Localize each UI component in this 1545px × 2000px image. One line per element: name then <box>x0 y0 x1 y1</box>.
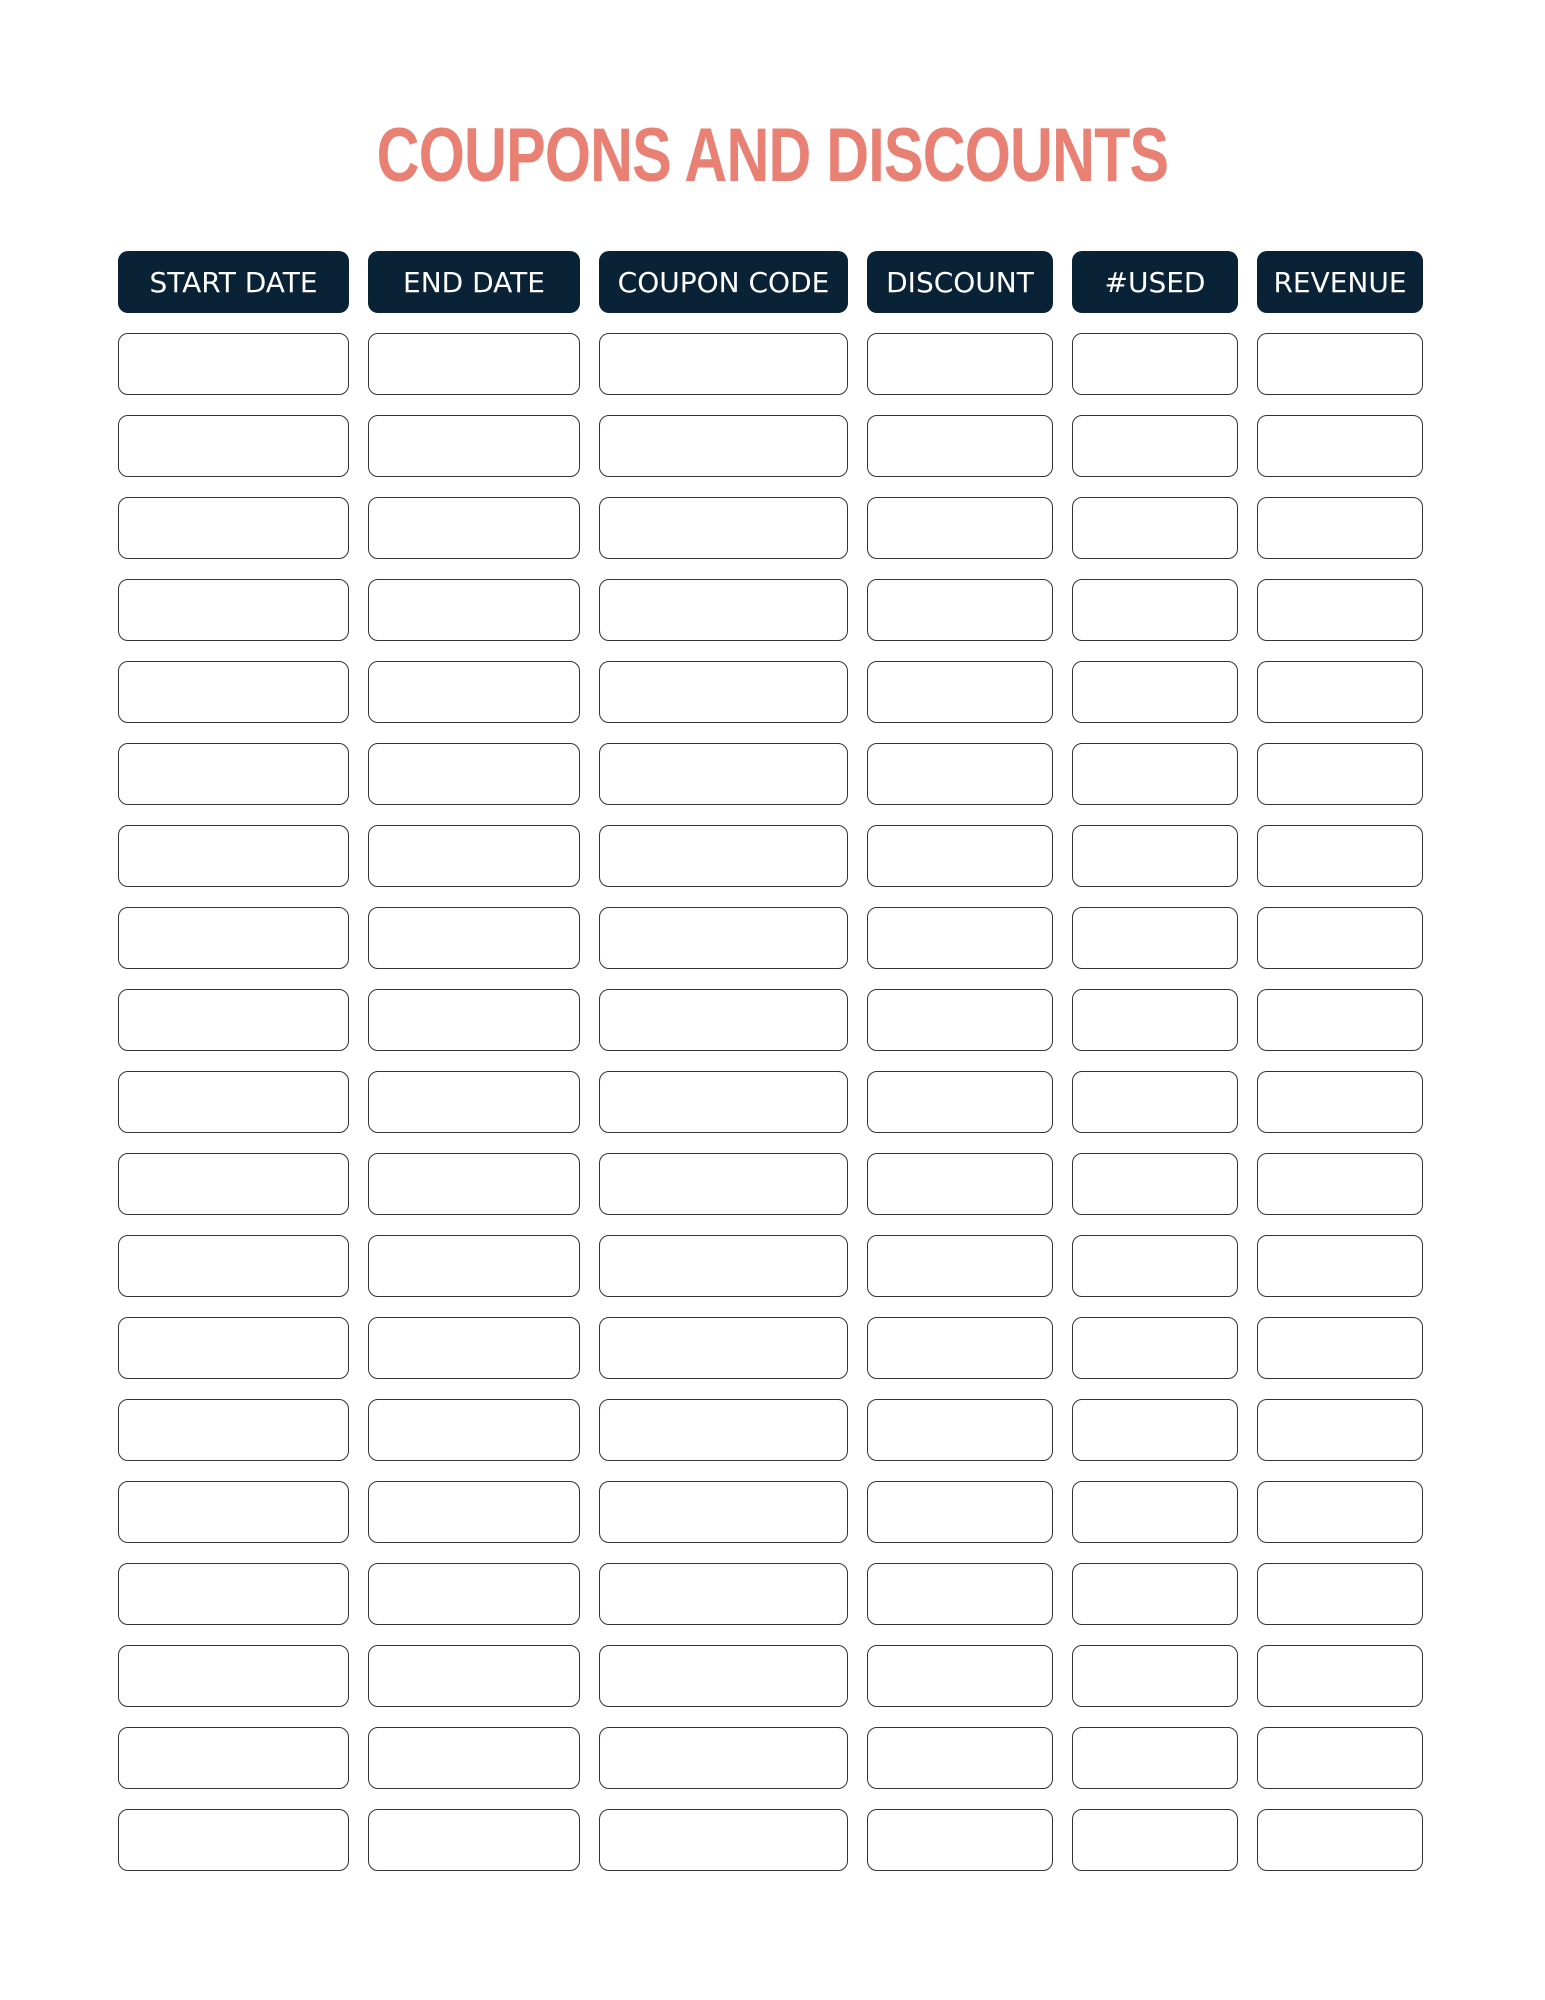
table-cell-used[interactable] <box>1072 1563 1238 1625</box>
table-cell-coupon-code[interactable] <box>599 1235 848 1297</box>
table-cell-used[interactable] <box>1072 825 1238 887</box>
table-cell-used[interactable] <box>1072 579 1238 641</box>
table-cell-discount[interactable] <box>867 1153 1053 1215</box>
table-cell-discount[interactable] <box>867 1481 1053 1543</box>
table-cell-discount[interactable] <box>867 1317 1053 1379</box>
table-cell-used[interactable] <box>1072 1399 1238 1461</box>
table-cell-start-date[interactable] <box>118 1809 349 1871</box>
table-cell-end-date[interactable] <box>368 1399 580 1461</box>
table-cell-end-date[interactable] <box>368 743 580 805</box>
table-cell-used[interactable] <box>1072 1071 1238 1133</box>
table-cell-revenue[interactable] <box>1257 1235 1423 1297</box>
page-title: COUPONS AND DISCOUNTS <box>376 113 1169 198</box>
table-cell-revenue[interactable] <box>1257 497 1423 559</box>
table-cell-coupon-code[interactable] <box>599 1481 848 1543</box>
table-cell-used[interactable] <box>1072 1153 1238 1215</box>
table-cell-end-date[interactable] <box>368 333 580 395</box>
table-cell-discount[interactable] <box>867 333 1053 395</box>
table-cell-used[interactable] <box>1072 497 1238 559</box>
table-cell-start-date[interactable] <box>118 1153 349 1215</box>
table-cell-used[interactable] <box>1072 1809 1238 1871</box>
table-cell-start-date[interactable] <box>118 579 349 641</box>
table-cell-revenue[interactable] <box>1257 907 1423 969</box>
table-cell-revenue[interactable] <box>1257 825 1423 887</box>
table-cell-end-date[interactable] <box>368 579 580 641</box>
table-cell-discount[interactable] <box>867 1071 1053 1133</box>
table-cell-used[interactable] <box>1072 743 1238 805</box>
table-cell-coupon-code[interactable] <box>599 1645 848 1707</box>
coupon-table <box>118 251 1423 1871</box>
table-cell-revenue[interactable] <box>1257 989 1423 1051</box>
table-cell-start-date[interactable] <box>118 989 349 1051</box>
table-cell-start-date[interactable] <box>118 1563 349 1625</box>
table-cell-start-date[interactable] <box>118 1481 349 1543</box>
column-header-discount: DISCOUNT <box>867 251 1053 313</box>
table-cell-used[interactable] <box>1072 333 1238 395</box>
table-cell-start-date[interactable] <box>118 1645 349 1707</box>
table-cell-discount[interactable] <box>867 989 1053 1051</box>
table-cell-revenue[interactable] <box>1257 743 1423 805</box>
table-cell-discount[interactable] <box>867 825 1053 887</box>
table-cell-end-date[interactable] <box>368 1317 580 1379</box>
table-cell-revenue[interactable] <box>1257 415 1423 477</box>
table-cell-start-date[interactable] <box>118 333 349 395</box>
column-header-coupon-code: COUPON CODE <box>599 251 848 313</box>
table-cell-revenue[interactable] <box>1257 1727 1423 1789</box>
table-cell-revenue[interactable] <box>1257 1645 1423 1707</box>
table-cell-start-date[interactable] <box>118 907 349 969</box>
table-cell-coupon-code[interactable] <box>599 1153 848 1215</box>
table-cell-revenue[interactable] <box>1257 1809 1423 1871</box>
table-cell-used[interactable] <box>1072 907 1238 969</box>
table-cell-end-date[interactable] <box>368 1563 580 1625</box>
table-cell-revenue[interactable] <box>1257 1153 1423 1215</box>
table-cell-used[interactable] <box>1072 1727 1238 1789</box>
table-cell-end-date[interactable] <box>368 1727 580 1789</box>
table-cell-discount[interactable] <box>867 907 1053 969</box>
table-cell-start-date[interactable] <box>118 1727 349 1789</box>
table-cell-end-date[interactable] <box>368 907 580 969</box>
table-cell-used[interactable] <box>1072 1481 1238 1543</box>
table-cell-revenue[interactable] <box>1257 1071 1423 1133</box>
table-cell-end-date[interactable] <box>368 415 580 477</box>
table-cell-revenue[interactable] <box>1257 333 1423 395</box>
table-cell-start-date[interactable] <box>118 1071 349 1133</box>
column-header-used: #USED <box>1072 251 1238 313</box>
table-cell-used[interactable] <box>1072 415 1238 477</box>
table-cell-discount[interactable] <box>867 1645 1053 1707</box>
column-header-start-date: START DATE <box>118 251 349 313</box>
table-cell-coupon-code[interactable] <box>599 661 848 723</box>
table-cell-coupon-code[interactable] <box>599 333 848 395</box>
table-cell-start-date[interactable] <box>118 1235 349 1297</box>
table-cell-end-date[interactable] <box>368 989 580 1051</box>
table-cell-end-date[interactable] <box>368 1645 580 1707</box>
table-cell-start-date[interactable] <box>118 1317 349 1379</box>
table-cell-revenue[interactable] <box>1257 579 1423 641</box>
table-cell-discount[interactable] <box>867 743 1053 805</box>
table-cell-end-date[interactable] <box>368 1235 580 1297</box>
table-cell-revenue[interactable] <box>1257 1563 1423 1625</box>
table-cell-used[interactable] <box>1072 661 1238 723</box>
table-cell-discount[interactable] <box>867 1399 1053 1461</box>
table-cell-coupon-code[interactable] <box>599 989 848 1051</box>
table-cell-coupon-code[interactable] <box>599 415 848 477</box>
table-cell-start-date[interactable] <box>118 743 349 805</box>
column-header-revenue: REVENUE <box>1257 251 1423 313</box>
table-cell-coupon-code[interactable] <box>599 497 848 559</box>
table-cell-discount[interactable] <box>867 579 1053 641</box>
table-cell-used[interactable] <box>1072 989 1238 1051</box>
table-cell-revenue[interactable] <box>1257 1399 1423 1461</box>
table-cell-discount[interactable] <box>867 1235 1053 1297</box>
table-cell-end-date[interactable] <box>368 1153 580 1215</box>
table-cell-coupon-code[interactable] <box>599 1727 848 1789</box>
table-cell-revenue[interactable] <box>1257 1317 1423 1379</box>
table-cell-start-date[interactable] <box>118 1399 349 1461</box>
table-cell-discount[interactable] <box>867 497 1053 559</box>
table-cell-start-date[interactable] <box>118 825 349 887</box>
table-cell-start-date[interactable] <box>118 415 349 477</box>
table-cell-end-date[interactable] <box>368 1071 580 1133</box>
table-cell-end-date[interactable] <box>368 497 580 559</box>
table-cell-start-date[interactable] <box>118 497 349 559</box>
table-cell-discount[interactable] <box>867 1809 1053 1871</box>
table-cell-coupon-code[interactable] <box>599 825 848 887</box>
table-cell-revenue[interactable] <box>1257 1481 1423 1543</box>
table-cell-discount[interactable] <box>867 415 1053 477</box>
table-cell-coupon-code[interactable] <box>599 579 848 641</box>
table-cell-discount[interactable] <box>867 661 1053 723</box>
table-cell-coupon-code[interactable] <box>599 1071 848 1133</box>
table-cell-end-date[interactable] <box>368 1809 580 1871</box>
table-cell-discount[interactable] <box>867 1563 1053 1625</box>
table-cell-coupon-code[interactable] <box>599 1563 848 1625</box>
table-cell-used[interactable] <box>1072 1317 1238 1379</box>
table-cell-coupon-code[interactable] <box>599 743 848 805</box>
table-cell-coupon-code[interactable] <box>599 1809 848 1871</box>
table-cell-coupon-code[interactable] <box>599 1317 848 1379</box>
table-cell-end-date[interactable] <box>368 825 580 887</box>
table-cell-discount[interactable] <box>867 1727 1053 1789</box>
table-cell-end-date[interactable] <box>368 661 580 723</box>
table-cell-revenue[interactable] <box>1257 661 1423 723</box>
table-cell-coupon-code[interactable] <box>599 907 848 969</box>
table-cell-used[interactable] <box>1072 1235 1238 1297</box>
table-cell-coupon-code[interactable] <box>599 1399 848 1461</box>
table-cell-end-date[interactable] <box>368 1481 580 1543</box>
table-cell-start-date[interactable] <box>118 661 349 723</box>
table-cell-used[interactable] <box>1072 1645 1238 1707</box>
column-header-end-date: END DATE <box>368 251 580 313</box>
